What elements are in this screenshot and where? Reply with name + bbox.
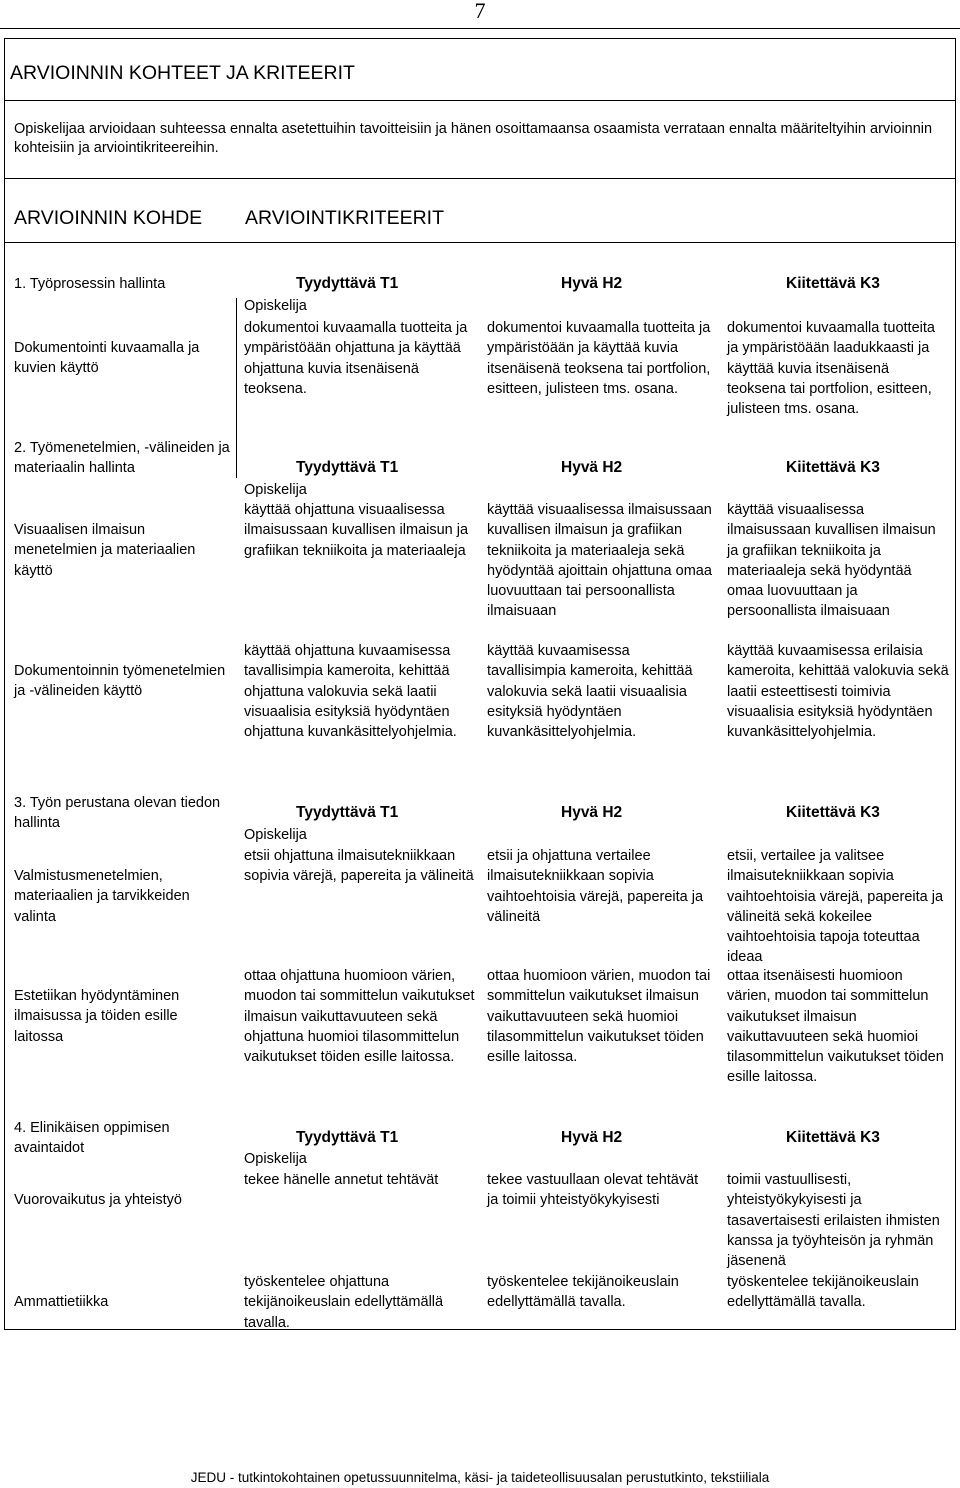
student-label: Opiskelija	[244, 1151, 307, 1167]
criterion-t1: etsii ohjattuna ilmaisutekniikkaan sopivia värejä, papereita ja välineitä	[244, 848, 474, 885]
criterion-k3: käyttää kuvaamisessa erilaisia kameroita, kehittää valokuvia sekä laatii esteettisesti toimivia visuaalisia esityksiä hyödyntäen kuvankäsittelyohjelmia.	[727, 643, 949, 741]
criterion-k3: käyttää visuaalisessa ilmaisussaan kuvallisen ilmaisun ja grafiikan tekniikoita ja materiaaleja sekä hyödyntää omaa luovuuttaan ja persoonallista ilmaisuaan	[727, 502, 936, 620]
criterion-t1: käyttää ohjattuna kuvaamisessa tavallisimpia kameroita, kehittää ohjattuna valokuvia sekä laatii visuaalisia esityksiä hyödyntäen ohjattuna kuvankäsittelyohjelmia.	[244, 643, 457, 741]
page-title: ARVIOINNIN KOHTEET JA KRITEERIT	[10, 62, 355, 84]
criterion-k3: ottaa itsenäisesti huomioon värien, muodon tai sommittelun vaikutukset ilmaisun vaikuttavuuteen sekä huomioi tilasommittelun vaikutukset töiden esille laitossa.	[727, 968, 944, 1086]
criterion-t1: ottaa ohjattuna huomioon värien, muodon tai sommittelun vaikutukset ilmaisun vaikuttavuuteen sekä ohjattuna huomioi tilasommittelun vaikutukset töiden esille laitossa.	[244, 968, 475, 1066]
criterion-h2: työskentelee tekijänoikeuslain edellyttämällä tavalla.	[487, 1274, 679, 1311]
student-label: Opiskelija	[244, 482, 307, 498]
criterion-h2: etsii ja ohjattuna vertailee ilmaisutekniikkaan sopivia vaihtoehtoisia värejä, papereita ja välineitä	[487, 848, 704, 925]
section-1-title: 1. Työprosessin hallinta	[14, 276, 166, 292]
criterion-t1: käyttää ohjattuna visuaalisessa ilmaisussaan kuvallisen ilmaisun ja grafiikan tekniikoita ja materiaaleja	[244, 502, 469, 559]
criterion-kohde: Valmistusmenetelmien, materiaalien ja tarvikkeiden valinta	[14, 868, 190, 925]
section-3-title: 3. Työn perustana olevan tiedon hallinta	[14, 795, 221, 832]
criterion-t1: työskentelee ohjattuna tekijänoikeuslain edellyttämällä tavalla.	[244, 1274, 444, 1331]
header-divider	[4, 242, 956, 243]
criterion-t1: tekee hänelle annetut tehtävät	[244, 1172, 439, 1188]
page-number: 7	[474, 0, 486, 23]
level-k3: Kiitettävä K3	[786, 275, 880, 292]
criterion-kohde: Ammattietiikka	[14, 1294, 109, 1310]
level-h2: Hyvä H2	[561, 459, 623, 476]
intro-text: Opiskelijaa arvioidaan suhteessa ennalta asetettuihin tavoitteisiin ja hänen osoittamaansa osaamista verrataan ennalta määriteltyihin arvioinnin kohteisiin ja arviointikriteereihin.	[14, 121, 933, 156]
section-4-title: 4. Elinikäisen oppimisen avaintaidot	[14, 1120, 170, 1157]
title-divider	[4, 100, 956, 101]
student-label: Opiskelija	[244, 827, 307, 843]
criterion-kohde: Estetiikan hyödyntäminen ilmaisussa ja töiden esille laitossa	[14, 988, 180, 1045]
criterion-t1: dokumentoi kuvaamalla tuotteita ja ympäristöään ohjattuna ja käyttää ohjattuna kuvia itsenäisenä teoksena.	[244, 320, 468, 397]
criterion-h2: käyttää visuaalisessa ilmaisussaan kuvallisen ilmaisun ja grafiikan tekniikoita ja materiaaleja sekä hyödyntää ajoittain ohjattuna omaa luovuuttaan tai persoonallista ilmaisuaan	[487, 502, 712, 620]
section-2-title: 2. Työmenetelmien, -välineiden ja materiaalin hallinta	[14, 440, 230, 477]
level-h2: Hyvä H2	[561, 275, 623, 292]
level-k3: Kiitettävä K3	[786, 804, 880, 821]
level-t1: Tyydyttävä T1	[296, 1129, 399, 1146]
level-k3: Kiitettävä K3	[786, 459, 880, 476]
criterion-kohde: Visuaalisen ilmaisun menetelmien ja materiaalien käyttö	[14, 522, 196, 579]
criterion-k3: työskentelee tekijänoikeuslain edellyttämällä tavalla.	[727, 1274, 919, 1311]
level-h2: Hyvä H2	[561, 1129, 623, 1146]
level-t1: Tyydyttävä T1	[296, 275, 399, 292]
criterion-h2: käyttää kuvaamisessa tavallisimpia kameroita, kehittää valokuvia sekä laatii visuaalisia esityksiä hyödyntäen kuvankäsittelyohjelmia.	[487, 643, 693, 741]
intro-divider	[4, 178, 956, 179]
level-k3: Kiitettävä K3	[786, 1129, 880, 1146]
column-header-kohde: ARVIOINNIN KOHDE	[14, 207, 203, 229]
student-label: Opiskelija	[244, 298, 307, 314]
column-header-kriteerit: ARVIOINTIKRITEERIT	[245, 207, 444, 229]
page-footer: JEDU - tutkintokohtainen opetussuunnitelma, käsi- ja taideteollisuusalan perustutkinto, tekstiiliala	[190, 1470, 770, 1485]
criterion-k3: etsii, vertailee ja valitsee ilmaisutekniikkaan sopivia vaihtoehtoisia värejä, papereita ja välineitä sekä kokeilee vaihtoehtoisia tapoja toteuttaa ideaa	[727, 848, 944, 966]
criterion-h2: ottaa huomioon värien, muodon tai sommittelun vaikutukset ilmaisun vaikuttavuuteen sekä huomioi tilasommittelun vaikutukset töiden esille laitossa.	[487, 968, 711, 1066]
criterion-k3: dokumentoi kuvaamalla tuotteita ja ympäristöään laadukkaasti ja käyttää kuvia itsenäisenä teoksena tai portfolion, esitteen, julisteen tms. osana.	[727, 320, 935, 418]
criterion-h2: tekee vastuullaan olevat tehtävät ja toimii yhteistyökykyisesti	[487, 1172, 699, 1209]
level-t1: Tyydyttävä T1	[296, 804, 399, 821]
criterion-kohde: Dokumentoinnin työmenetelmien ja -välineiden käyttö	[14, 663, 226, 700]
criterion-k3: toimii vastuullisesti, yhteistyökykyisesti ja tasavertaisesti erilaisten ihmisten kanssa ja työyhteisön ja ryhmän jäsenenä	[727, 1172, 940, 1270]
level-h2: Hyvä H2	[561, 804, 623, 821]
section-1-divider	[236, 298, 237, 478]
level-t1: Tyydyttävä T1	[296, 459, 399, 476]
criterion-h2: dokumentoi kuvaamalla tuotteita ja ympäristöään ja käyttää kuvia itsenäisenä teoksena tai portfolion, esitteen, julisteen tms. osana.	[487, 320, 711, 397]
criterion-kohde: Dokumentointi kuvaamalla ja kuvien käyttö	[14, 340, 200, 377]
criterion-kohde: Vuorovaikutus ja yhteistyö	[14, 1192, 182, 1208]
header-rule	[0, 28, 960, 29]
